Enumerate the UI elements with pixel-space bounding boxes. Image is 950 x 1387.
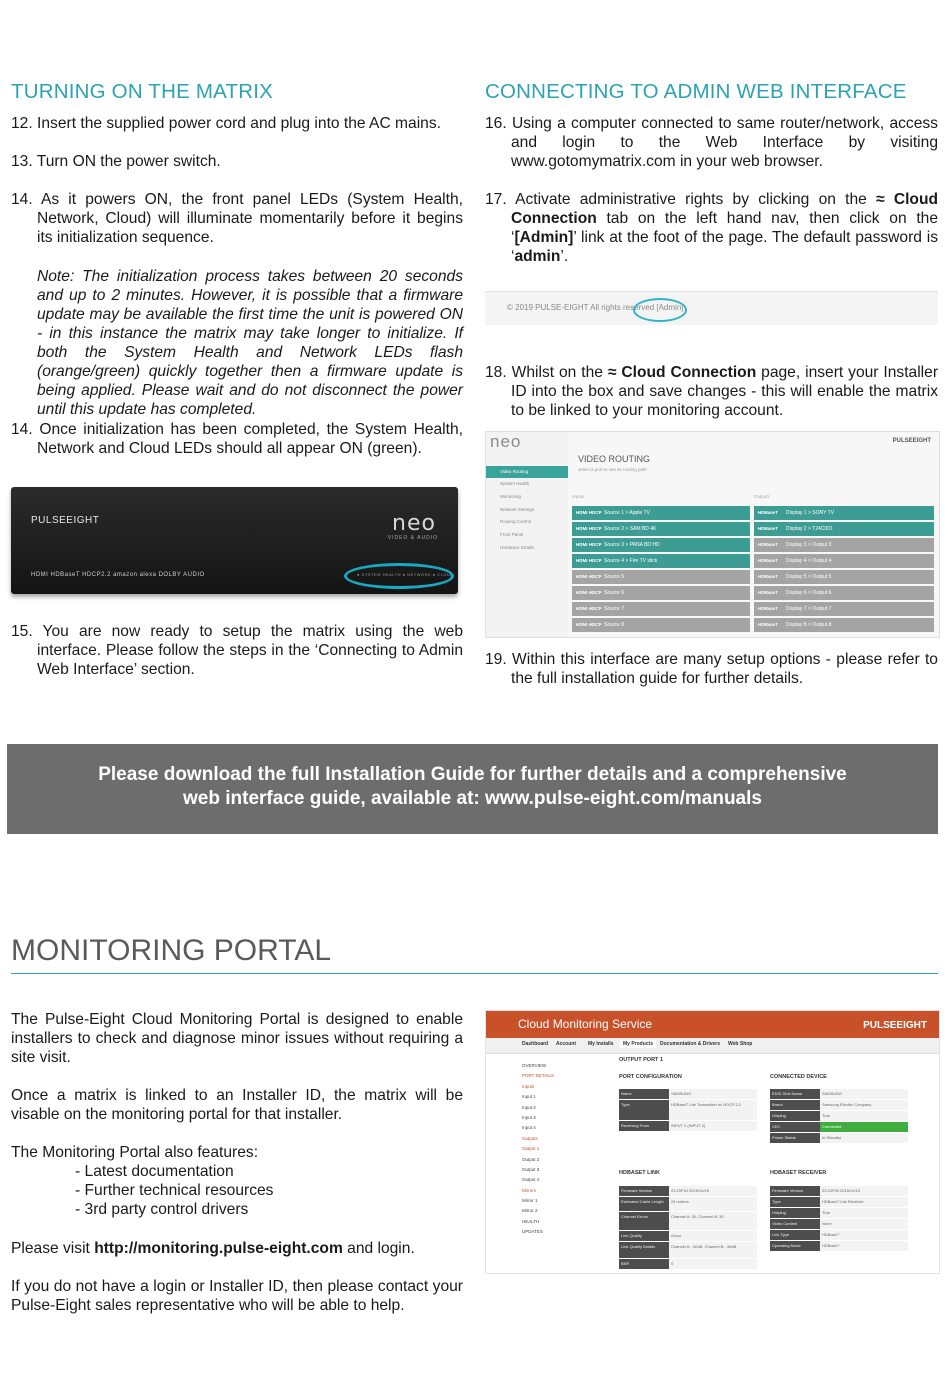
wifi-icon: ≈	[607, 364, 617, 381]
monitoring-features: The Monitoring Portal also features: - Latest documentation - Further technical resources - 3rd party control drivers	[11, 1143, 463, 1219]
side-item: Mirror 2	[522, 1208, 538, 1214]
table-row: Link Quality Details Channel A: -30dB, Channel B: -30dB	[619, 1242, 757, 1258]
routing-nav-item: Front Panel	[500, 532, 524, 537]
routing-title: VIDEO ROUTING	[578, 454, 651, 464]
source-row: HDMI HDCP Source 2 > SAM BD 4K	[572, 522, 750, 536]
device-status-leds: ● SYSTEM HEALTH ● NETWORK ● CLOUD	[357, 572, 454, 577]
manuals-link[interactable]: www.pulse-eight.com/manuals	[485, 788, 762, 809]
hdbaset-link-title: HDBASET LINK	[619, 1170, 660, 1176]
table-row: Type HDBaseT Lite Receiver	[770, 1197, 908, 1207]
source-row: HDMI HDCP Source 3 > PANA BD HD	[572, 538, 750, 552]
connecting-heading: CONNECTING TO ADMIN WEB INTERFACE	[485, 80, 907, 103]
video-routing-screenshot	[485, 431, 940, 638]
table-row: Type HDBaseT Lite Transmitter w/ HDCP 2.2	[619, 1100, 757, 1120]
table-row: Power Status In Standby	[770, 1133, 908, 1143]
monitoring-contact: If you do not have a login or Installer ID, then please contact your Pulse-Eight sales representative who will be able to help.	[11, 1278, 463, 1314]
display-row: HDBaseT Display 8 > Output 8	[754, 618, 934, 632]
portal-brand: PULSEEIGHT	[863, 1020, 927, 1031]
portal-menu-item: Documentation & Drivers	[660, 1041, 721, 1047]
feature-item: - Latest documentation	[75, 1163, 234, 1180]
routing-nav-item: Network Settings	[500, 507, 535, 512]
routing-nav-item: Hardware Details	[500, 545, 535, 550]
table-row: Name SAMSUNG	[619, 1089, 757, 1099]
side-item: Output 4	[522, 1177, 540, 1183]
portal-menu-item: Web Shop	[728, 1041, 753, 1047]
connected-device-title: CONNECTED DEVICE	[770, 1074, 827, 1080]
table-row: Estimated Cable Length 24 metres	[619, 1197, 757, 1211]
portal-menu-item: Dashboard	[522, 1041, 549, 1047]
neo-matrix-device-image	[11, 487, 458, 594]
display-row: HDBaseT Display 7 > Output 7	[754, 602, 934, 616]
table-row: Channel Errors Channel A: 30, Channel B: 30	[619, 1212, 757, 1230]
side-item: Outputs	[522, 1135, 538, 1141]
led-highlight-ring	[344, 563, 454, 589]
outputs-label: Outputs	[754, 494, 770, 499]
admin-footer-screenshot	[485, 291, 938, 325]
side-item: Input 3	[522, 1114, 536, 1120]
routing-nav-item: System Health	[500, 481, 530, 486]
feature-item: - 3rd party control drivers	[75, 1201, 249, 1218]
step-17: 17. Activate administrative rights by clicking on the ≈ Cloud Connection tab on the left hand nav, then click on the ‘[Admin]’ link at the foot of the page. The default password is ‘admin’.	[485, 191, 938, 265]
side-item: OVERVIEW	[522, 1063, 547, 1068]
routing-neo-logo: neo	[490, 432, 522, 451]
hdbaset-link-table	[619, 1186, 757, 1270]
device-format-badges: HDMI HDBaseT HDCP2.2 amazon alexa DOLBY AUDIO	[31, 572, 205, 578]
side-item: Input 4	[522, 1125, 536, 1131]
initialization-note: Note: The initialization process takes between 20 seconds and up to 2 minutes. However, it is possible that a firmware update may be available the first time the unit is powered ON - in this instance the matrix may take longer to initialize. If both the System Health and Network LEDs flash (orange/green) quickly together then a firmware update is being applied. Please wait and do not disconnect the power until this update has completed.	[37, 268, 463, 418]
display-row: HDBaseT Display 1 > SONY TV	[754, 506, 934, 520]
table-row: Link Quality Good	[619, 1231, 757, 1241]
table-row: Hotplug True	[770, 1111, 908, 1121]
download-guide-banner	[7, 744, 938, 834]
banner-line-2: web interface guide, available at: www.pulse-eight.com/manuals	[183, 788, 762, 809]
table-row: Firmware Version 23.20F10 2015/10/15	[619, 1186, 757, 1196]
monitoring-link[interactable]: http://monitoring.pulse-eight.com	[94, 1240, 343, 1257]
hdbaset-receiver-table	[770, 1186, 908, 1252]
port-config-title: PORT CONFIGURATION	[619, 1074, 682, 1080]
table-row: Firmware Version 23.20F00 2015/10/15	[770, 1186, 908, 1196]
routing-brand: PULSEEIGHT	[892, 438, 931, 444]
heading-rule	[11, 973, 938, 974]
side-item: UPDATES	[522, 1229, 543, 1235]
admin-highlight-oval	[633, 298, 687, 322]
admin-copyright: © 2019 PULSE-EIGHT All rights reserved [Admin]	[507, 303, 684, 312]
side-item: Output 3	[522, 1166, 540, 1172]
display-row: HDBaseT Display 3 > Output 3	[754, 538, 934, 552]
monitoring-intro: The Pulse-Eight Cloud Monitoring Portal is designed to enable installers to check and diagnose minor issues without requiring a site visit.	[11, 1011, 463, 1066]
side-item: HEALTH	[522, 1218, 540, 1224]
display-row: HDBaseT Display 5 > Output 5	[754, 570, 934, 584]
turning-on-heading: TURNING ON THE MATRIX	[11, 80, 273, 103]
banner-line-1: Please download the full Installation Guide for further details and a comprehensive	[98, 764, 847, 785]
table-row: CEC Connected	[770, 1122, 908, 1132]
side-item: Output 1	[522, 1146, 540, 1152]
table-row: EDID Sink Name SAMSUNG	[770, 1089, 908, 1099]
step-19: 19. Within this interface are many setup options - please refer to the full installation guide for further details.	[485, 651, 938, 687]
table-row: Operating Mode HDBaseT	[770, 1241, 908, 1251]
step-12: 12. Insert the supplied power cord and plug into the AC mains.	[11, 115, 441, 132]
device-logo-sub: VIDEO & AUDIO	[387, 535, 438, 541]
monitoring-portal-heading: MONITORING PORTAL	[11, 934, 332, 967]
portal-menu-item: My Installs	[588, 1041, 614, 1047]
port-title: OUTPUT PORT 1	[619, 1057, 664, 1063]
connected-device-table	[770, 1089, 908, 1144]
routing-main	[568, 432, 939, 637]
table-row: Brand Samsung Electric Company	[770, 1100, 908, 1110]
wifi-icon: ≈	[876, 191, 885, 208]
source-row: HDMI HDCP Source 5	[572, 570, 750, 584]
routing-subtitle: select a port to see its routing path	[578, 467, 647, 472]
source-row: HDMI HDCP Source 8	[572, 618, 750, 632]
step-18: 18. Whilst on the ≈ Cloud Connection page, insert your Installer ID into the box and save changes - this will enable the matrix to be linked to your monitoring account.	[485, 364, 939, 419]
side-item: Mirrors	[522, 1187, 536, 1193]
side-item: Input 1	[522, 1094, 536, 1100]
source-row: HDMI HDCP Source 4 > Fire TV stick	[572, 554, 750, 568]
step-16: 16. Using a computer connected to same router/network, access and login to the Web Interface by visiting www.gotomymatrix.com in your web browser.	[485, 115, 938, 170]
portal-header	[486, 1011, 939, 1038]
feature-item: - Further technical resources	[75, 1182, 274, 1199]
display-row: HDBaseT Display 6 > Output 6	[754, 586, 934, 600]
port-config-table	[619, 1089, 757, 1132]
monitoring-linked: Once a matrix is linked to an Installer ID, the matrix will be visable on the monitoring portal for that installer.	[11, 1087, 463, 1123]
monitoring-portal-screenshot	[485, 1010, 940, 1274]
device-brand: PULSEEIGHT	[31, 515, 100, 526]
table-row: Video Content None	[770, 1219, 908, 1229]
portal-side-nav	[519, 1061, 605, 1261]
source-row: HDMI HDCP Source 1 > Apple TV	[572, 506, 750, 520]
routing-nav	[486, 432, 568, 637]
monitoring-visit: Please visit http://monitoring.pulse-eight.com and login.	[11, 1240, 415, 1257]
side-item: PORT DETAILS	[522, 1073, 555, 1079]
table-row: Hotplug True	[770, 1208, 908, 1218]
portal-menu-item: My Products	[620, 1040, 656, 1048]
portal-menu-item: Account	[556, 1041, 576, 1047]
step-15: 15. You are now ready to setup the matrix using the web interface. Please follow the steps in the ‘Connecting to Admin Web Interface’ section.	[11, 623, 463, 678]
routing-nav-item: Video Routing	[486, 466, 568, 478]
side-item: Output 2	[522, 1156, 540, 1162]
table-row: BER 0	[619, 1259, 757, 1269]
display-row: HDBaseT Display 2 > T24C001	[754, 522, 934, 536]
source-row: HDMI HDCP Source 7	[572, 602, 750, 616]
device-neo-logo: neo	[392, 511, 436, 536]
hdbaset-receiver-title: HDBASET RECEIVER	[770, 1170, 827, 1176]
step-13: 13. Turn ON the power switch.	[11, 153, 221, 170]
step-14-initialized: 14. Once initialization has been completed, the System Health, Network and Cloud LEDs should all appear ON (green).	[11, 421, 463, 457]
display-row: HDBaseT Display 4 > Output 4	[754, 554, 934, 568]
side-item: Input 2	[522, 1104, 536, 1110]
source-row: HDMI HDCP Source 6	[572, 586, 750, 600]
step-14-powers-on: 14. As it powers ON, the front panel LEDs (System Health, Network, Cloud) will illuminate momentarily before it begins its initialization sequence.	[11, 191, 463, 246]
side-item: Mirror 1	[522, 1198, 538, 1204]
table-row: Receiving From INPUT 2 (INPUT 2)	[619, 1121, 757, 1131]
portal-menu	[486, 1038, 939, 1054]
routing-nav-item: Monitoring	[500, 494, 522, 499]
table-row: Link Type HDBaseT	[770, 1230, 908, 1240]
inputs-label: Inputs	[572, 494, 585, 499]
side-item: Inputs	[522, 1083, 535, 1089]
portal-title: Cloud Monitoring Service	[518, 1017, 653, 1031]
routing-nav-item: Routing Control	[500, 519, 532, 524]
